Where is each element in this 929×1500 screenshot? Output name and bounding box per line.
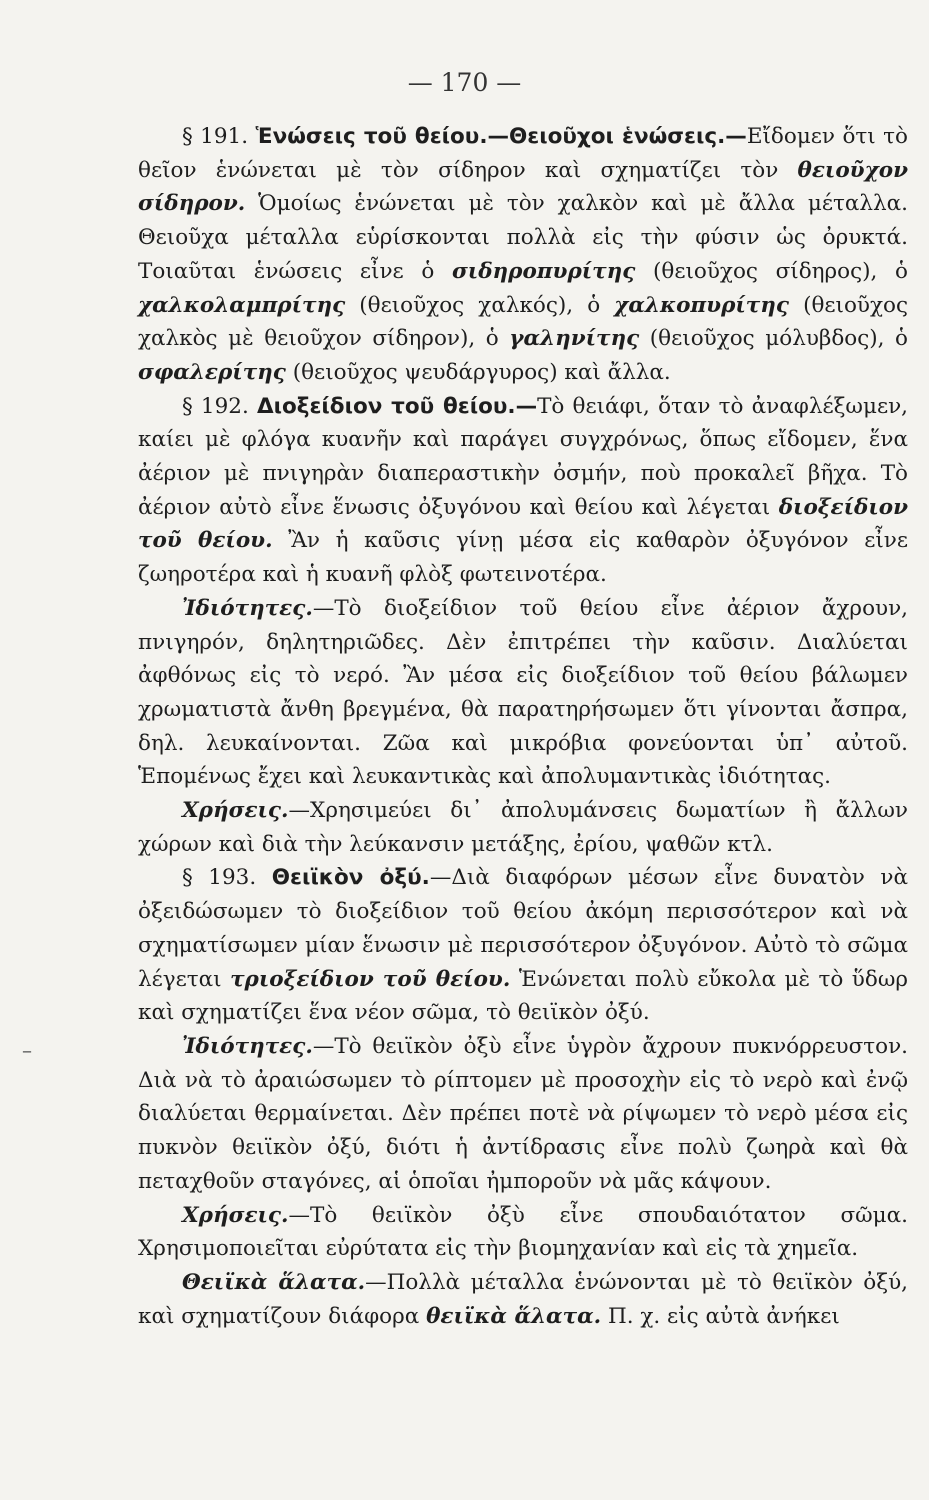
text-run: (θειοῦχος ψευδάργυρος) καὶ ἄλλα. [285,359,671,385]
subheading: Χρήσεις. [182,1202,289,1228]
text-run: —Τὸ θειϊκὸν ὀξὺ εἶνε σπουδαιότατον σῶμα. Χρησιμοποιεῖται εὐρύτατα εἰς τὴν βιομηχανίαν καὶ εἰς τὰ χημεῖα. [138,1202,908,1262]
term: χαλκοπυρίτης [614,292,789,318]
margin-mark: – [22,1038,32,1062]
uses-paragraph [138,1199,908,1266]
text-run: Εἴδομεν ὅτι τὸ θεῖον ἑνώνεται μὲ τὸν σίδηρον καὶ σχηματίζει τὸν [138,124,908,183]
text-run: Ἑνώνεται πολὺ εὔκολα μὲ τὸ ὕδωρ καὶ σχηματίζει ἕνα νέον σῶμα, τὸ θειϊκὸν ὀξύ. [138,966,908,1026]
salts-paragraph [138,1266,908,1333]
term: σιδηροπυρίτης [451,258,636,284]
text-run: —Τὸ διοξείδιον τοῦ θείου εἶνε ἀέριον ἄχρουν, πνιγηρόν, δηλητηριῶδες. Δὲν ἐπιτρέπει τὴν καῦσιν. Διαλύεται ἀφθόνως εἰς τὸ νερό. Ἂν μέσα εἰς διοξείδιον τοῦ θείου βάλωμεν χρωματιστὰ ἄνθη βρεγμένα, θὰ παρατηρήσωμεν ὅτι γίνονται ἄσπρα, δηλ. λευκαίνονται. Ζῶα καὶ μικρόβια φονεύονται ὑπ᾿ αὐτοῦ. Ἑπομένως ἔχει καὶ λευκαντικὰς καὶ ἀπολυμαντικὰς ἰδιότητας. [138,595,908,790]
page-body [138,120,908,1333]
section-heading: Θειϊκὸν ὀξύ. [271,865,430,891]
subheading: Ἰδιότητες. [182,1033,313,1059]
term: θειϊκὰ ἅλατα. [426,1303,602,1329]
text-run: (θειοῦχος σίδηρος), ὁ [635,258,908,284]
subheading: Θειϊκὰ ἅλατα. [182,1269,366,1295]
section-number: § 193. [182,865,257,891]
subheading: Χρήσεις. [182,798,289,824]
page-number: — 170 — [407,68,522,97]
text-run: —Διὰ διαφόρων μέσων εἶνε δυνατὸν νὰ ὀξειδώσωμεν τὸ διοξείδιον τοῦ θείου ἀκόμη περισσότερον καὶ νὰ σχηματίσωμεν μίαν ἕνωσιν μὲ περισσότερον ὀξυγόνον. Αὐτὸ τὸ σῶμα λέγεται [138,865,908,992]
term: θειοῦχον σίδηρον. [138,157,908,217]
term: σφαλερίτης [138,359,286,385]
term: διοξείδιον τοῦ θείου. [138,494,908,554]
text-run: —Χρησιμεύει δι᾿ ἀπολυμάνσεις δωματίων ἢ ἄλλων χώρων καὶ διὰ τὴν λεύκανσιν μετάξης, ἐρίου, ψαθῶν κτλ. [138,798,908,857]
section-number: § 192. [182,393,249,419]
text-run: —Πολλὰ μέταλλα ἑνώνονται μὲ τὸ θειϊκὸν ὀξύ, καὶ σχηματίζουν διάφορα [138,1269,908,1329]
section-heading: Ἑνώσεις τοῦ θείου.—Θειοῦχοι ἑνώσεις.— [255,124,747,149]
section-193 [138,861,908,1030]
text-run: Ἂν ἡ καῦσις γίνῃ μέσα εἰς καθαρὸν ὀξυγόνον εἶνε ζωηροτέρα καὶ ἡ κυανῆ φλὸξ φωτεινοτέρα. [138,528,908,588]
text-run: (θειοῦχος χαλκός), ὁ [345,292,615,318]
text-run: —Τὸ θειϊκὸν ὀξὺ εἶνε ὑγρὸν ἄχρουν πυκνόρρευστον. Διὰ νὰ τὸ ἀραιώσωμεν τὸ ρίπτομεν μὲ προσοχὴν εἰς τὸ νερὸ καὶ ἐνῷ διαλύεται θερμαίνεται. Δὲν πρέπει ποτὲ νὰ ρίψωμεν τὸ νερὸ μέσα εἰς πυκνὸν θειϊκὸν ὀξύ, διότι ἡ ἀντίδρασις εἶνε πολὺ ζωηρὰ καὶ θὰ πεταχθοῦν σταγόνες, αἱ ὁποῖαι ἠμποροῦν νὰ μᾶς κάψουν. [138,1033,908,1194]
term: χαλκολαμπρίτης [138,292,346,318]
section-number: § 191. [182,124,249,149]
text-run: Τὸ θειάφι, ὅταν τὸ ἀναφλέξωμεν, καίει μὲ φλόγα κυανῆν καὶ παράγει συγχρόνως, ὅπως εἴδομεν, ἕνα ἀέριον μὲ πνιγηρὰν διαπεραστικὴν ὀσμήν, ποὺ προκαλεῖ βῆχα. Τὸ ἀέριον αὐτὸ εἶνε ἕνωσις ὀξυγόνου καὶ θείου καὶ λέγεται [138,393,908,520]
text-run: (θειοῦχος μόλυβδος), ὁ [639,326,908,352]
uses-paragraph [138,794,908,861]
properties-paragraph [138,592,908,794]
section-192 [138,390,908,592]
term: γαληνίτης [509,326,640,352]
section-191 [138,120,908,390]
subheading: Ἰδιότητες. [182,595,313,621]
section-heading: Διοξείδιον τοῦ θείου.— [256,393,538,419]
text-run: Π. χ. εἰς αὐτὰ ἀνήκει [601,1303,840,1329]
term: τριοξείδιον τοῦ θείου. [230,966,511,992]
text-run: (θειοῦχος χαλκὸς μὲ θειοῦχον σίδηρον), ὁ [138,292,908,352]
properties-paragraph [138,1030,908,1199]
text-run: Ὁμοίως ἑνώνεται μὲ τὸν χαλκὸν καὶ μὲ ἄλλα μέταλλα. Θειοῦχα μέταλλα εὑρίσκονται πολλὰ εἰς τὴν φύσιν ὡς ὀρυκτά. Τοιαῦται ἑνώσεις εἶνε ὁ [138,191,908,284]
